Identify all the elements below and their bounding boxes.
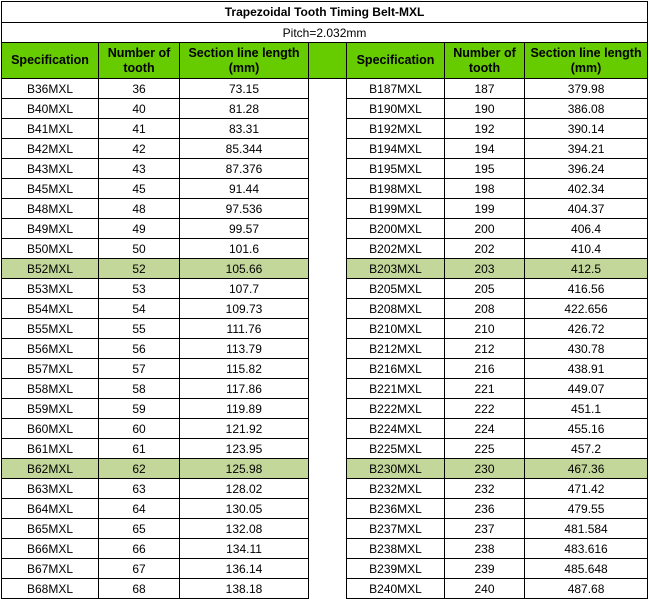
table-row bbox=[2, 279, 648, 299]
spec-cell-right: B224MXL bbox=[347, 419, 445, 439]
table-row bbox=[2, 379, 648, 399]
spec-cell-right: B239MXL bbox=[347, 559, 445, 579]
spec-cell-left: B57MXL bbox=[2, 359, 99, 379]
column-gap bbox=[309, 379, 347, 399]
teeth-cell-left: 61 bbox=[99, 439, 180, 459]
spec-cell-left: B42MXL bbox=[2, 139, 99, 159]
length-cell-right: 426.72 bbox=[525, 319, 648, 339]
spec-cell-left: B48MXL bbox=[2, 199, 99, 219]
column-gap bbox=[309, 99, 347, 119]
length-cell-right: 394.21 bbox=[525, 139, 648, 159]
teeth-cell-left: 62 bbox=[99, 459, 180, 479]
column-gap bbox=[309, 439, 347, 459]
length-cell-left: 113.79 bbox=[180, 339, 309, 359]
teeth-cell-right: 194 bbox=[445, 139, 525, 159]
spec-cell-left: B41MXL bbox=[2, 119, 99, 139]
table-row bbox=[2, 139, 648, 159]
table-row bbox=[2, 539, 648, 559]
teeth-cell-left: 57 bbox=[99, 359, 180, 379]
spec-cell-left: B50MXL bbox=[2, 239, 99, 259]
table-row bbox=[2, 499, 648, 519]
spec-cell-right: B190MXL bbox=[347, 99, 445, 119]
spec-sheet bbox=[1, 1, 647, 599]
header-teeth-left: Number of tooth bbox=[99, 43, 180, 79]
teeth-cell-left: 58 bbox=[99, 379, 180, 399]
column-gap bbox=[309, 479, 347, 499]
length-cell-right: 451.1 bbox=[525, 399, 648, 419]
column-gap bbox=[309, 139, 347, 159]
length-cell-right: 487.68 bbox=[525, 579, 648, 599]
teeth-cell-left: 54 bbox=[99, 299, 180, 319]
length-cell-right: 449.07 bbox=[525, 379, 648, 399]
teeth-cell-right: 224 bbox=[445, 419, 525, 439]
length-cell-right: 396.24 bbox=[525, 159, 648, 179]
length-cell-left: 128.02 bbox=[180, 479, 309, 499]
length-cell-left: 101.6 bbox=[180, 239, 309, 259]
teeth-cell-left: 64 bbox=[99, 499, 180, 519]
teeth-cell-right: 212 bbox=[445, 339, 525, 359]
header-length-left: Section line length (mm) bbox=[180, 43, 309, 79]
column-gap bbox=[309, 79, 347, 99]
teeth-cell-left: 36 bbox=[99, 79, 180, 99]
table-row bbox=[2, 119, 648, 139]
length-cell-right: 404.37 bbox=[525, 199, 648, 219]
teeth-cell-left: 40 bbox=[99, 99, 180, 119]
teeth-cell-right: 202 bbox=[445, 239, 525, 259]
teeth-cell-right: 190 bbox=[445, 99, 525, 119]
spec-cell-right: B187MXL bbox=[347, 79, 445, 99]
teeth-cell-left: 68 bbox=[99, 579, 180, 599]
teeth-cell-right: 195 bbox=[445, 159, 525, 179]
length-cell-right: 386.08 bbox=[525, 99, 648, 119]
length-cell-left: 111.76 bbox=[180, 319, 309, 339]
table-row bbox=[2, 239, 648, 259]
length-cell-left: 125.98 bbox=[180, 459, 309, 479]
table-row bbox=[2, 319, 648, 339]
teeth-cell-left: 53 bbox=[99, 279, 180, 299]
table-row bbox=[2, 519, 648, 539]
table-row bbox=[2, 579, 648, 599]
table-row bbox=[2, 99, 648, 119]
spec-cell-right: B238MXL bbox=[347, 539, 445, 559]
length-cell-right: 379.98 bbox=[525, 79, 648, 99]
teeth-cell-left: 45 bbox=[99, 179, 180, 199]
column-gap bbox=[309, 579, 347, 599]
length-cell-left: 97.536 bbox=[180, 199, 309, 219]
table-row bbox=[2, 79, 648, 99]
spec-cell-right: B236MXL bbox=[347, 499, 445, 519]
pitch-subtitle: Pitch=2.032mm bbox=[2, 23, 648, 43]
length-cell-right: 422.656 bbox=[525, 299, 648, 319]
teeth-cell-right: 205 bbox=[445, 279, 525, 299]
column-gap bbox=[309, 279, 347, 299]
spec-cell-left: B65MXL bbox=[2, 519, 99, 539]
spec-cell-left: B54MXL bbox=[2, 299, 99, 319]
length-cell-right: 457.2 bbox=[525, 439, 648, 459]
teeth-cell-left: 55 bbox=[99, 319, 180, 339]
length-cell-left: 121.92 bbox=[180, 419, 309, 439]
table-row bbox=[2, 159, 648, 179]
spec-cell-left: B62MXL bbox=[2, 459, 99, 479]
table-row bbox=[2, 199, 648, 219]
length-cell-left: 123.95 bbox=[180, 439, 309, 459]
spec-cell-right: B212MXL bbox=[347, 339, 445, 359]
spec-cell-left: B43MXL bbox=[2, 159, 99, 179]
length-cell-right: 402.34 bbox=[525, 179, 648, 199]
spec-cell-left: B63MXL bbox=[2, 479, 99, 499]
teeth-cell-left: 56 bbox=[99, 339, 180, 359]
length-cell-right: 485.648 bbox=[525, 559, 648, 579]
spec-cell-right: B237MXL bbox=[347, 519, 445, 539]
spec-cell-right: B195MXL bbox=[347, 159, 445, 179]
teeth-cell-left: 52 bbox=[99, 259, 180, 279]
teeth-cell-left: 60 bbox=[99, 419, 180, 439]
column-gap bbox=[309, 43, 347, 79]
table-row bbox=[2, 299, 648, 319]
table-row bbox=[2, 559, 648, 579]
column-gap bbox=[309, 559, 347, 579]
timing-belt-table bbox=[1, 1, 648, 599]
column-gap bbox=[309, 299, 347, 319]
spec-cell-left: B59MXL bbox=[2, 399, 99, 419]
teeth-cell-right: 200 bbox=[445, 219, 525, 239]
spec-cell-right: B216MXL bbox=[347, 359, 445, 379]
spec-cell-left: B61MXL bbox=[2, 439, 99, 459]
table-row bbox=[2, 259, 648, 279]
length-cell-left: 115.82 bbox=[180, 359, 309, 379]
teeth-cell-right: 216 bbox=[445, 359, 525, 379]
table-row bbox=[2, 479, 648, 499]
teeth-cell-right: 208 bbox=[445, 299, 525, 319]
length-cell-left: 132.08 bbox=[180, 519, 309, 539]
teeth-cell-left: 48 bbox=[99, 199, 180, 219]
teeth-cell-left: 41 bbox=[99, 119, 180, 139]
table-row bbox=[2, 339, 648, 359]
column-gap bbox=[309, 339, 347, 359]
length-cell-left: 130.05 bbox=[180, 499, 309, 519]
spec-cell-right: B210MXL bbox=[347, 319, 445, 339]
table-row bbox=[2, 419, 648, 439]
column-gap bbox=[309, 539, 347, 559]
teeth-cell-right: 232 bbox=[445, 479, 525, 499]
spec-cell-left: B52MXL bbox=[2, 259, 99, 279]
length-cell-right: 471.42 bbox=[525, 479, 648, 499]
length-cell-left: 107.7 bbox=[180, 279, 309, 299]
header-specification-right: Specification bbox=[347, 43, 445, 79]
table-title: Trapezoidal Tooth Timing Belt-MXL bbox=[2, 2, 648, 23]
length-cell-right: 438.91 bbox=[525, 359, 648, 379]
teeth-cell-left: 63 bbox=[99, 479, 180, 499]
length-cell-left: 109.73 bbox=[180, 299, 309, 319]
spec-cell-right: B205MXL bbox=[347, 279, 445, 299]
teeth-cell-right: 236 bbox=[445, 499, 525, 519]
teeth-cell-right: 198 bbox=[445, 179, 525, 199]
teeth-cell-left: 50 bbox=[99, 239, 180, 259]
length-cell-left: 136.14 bbox=[180, 559, 309, 579]
spec-cell-right: B225MXL bbox=[347, 439, 445, 459]
spec-cell-left: B56MXL bbox=[2, 339, 99, 359]
spec-cell-left: B40MXL bbox=[2, 99, 99, 119]
teeth-cell-right: 192 bbox=[445, 119, 525, 139]
column-gap bbox=[309, 419, 347, 439]
spec-cell-right: B200MXL bbox=[347, 219, 445, 239]
column-gap bbox=[309, 239, 347, 259]
length-cell-left: 138.18 bbox=[180, 579, 309, 599]
length-cell-right: 430.78 bbox=[525, 339, 648, 359]
length-cell-left: 85.344 bbox=[180, 139, 309, 159]
spec-cell-right: B222MXL bbox=[347, 399, 445, 419]
length-cell-left: 105.66 bbox=[180, 259, 309, 279]
table-row bbox=[2, 359, 648, 379]
teeth-cell-right: 221 bbox=[445, 379, 525, 399]
table-row bbox=[2, 219, 648, 239]
teeth-cell-right: 222 bbox=[445, 399, 525, 419]
length-cell-right: 481.584 bbox=[525, 519, 648, 539]
spec-cell-right: B232MXL bbox=[347, 479, 445, 499]
spec-cell-left: B64MXL bbox=[2, 499, 99, 519]
column-gap bbox=[309, 319, 347, 339]
spec-cell-left: B60MXL bbox=[2, 419, 99, 439]
column-gap bbox=[309, 399, 347, 419]
spec-cell-left: B36MXL bbox=[2, 79, 99, 99]
length-cell-left: 87.376 bbox=[180, 159, 309, 179]
column-gap bbox=[309, 219, 347, 239]
length-cell-right: 412.5 bbox=[525, 259, 648, 279]
length-cell-left: 73.15 bbox=[180, 79, 309, 99]
length-cell-left: 99.57 bbox=[180, 219, 309, 239]
header-teeth-right: Number of tooth bbox=[445, 43, 525, 79]
teeth-cell-right: 210 bbox=[445, 319, 525, 339]
teeth-cell-right: 230 bbox=[445, 459, 525, 479]
spec-cell-right: B221MXL bbox=[347, 379, 445, 399]
teeth-cell-left: 43 bbox=[99, 159, 180, 179]
length-cell-right: 410.4 bbox=[525, 239, 648, 259]
spec-cell-left: B66MXL bbox=[2, 539, 99, 559]
length-cell-right: 455.16 bbox=[525, 419, 648, 439]
teeth-cell-left: 66 bbox=[99, 539, 180, 559]
spec-cell-right: B240MXL bbox=[347, 579, 445, 599]
teeth-cell-left: 42 bbox=[99, 139, 180, 159]
column-gap bbox=[309, 199, 347, 219]
length-cell-right: 390.14 bbox=[525, 119, 648, 139]
spec-cell-right: B199MXL bbox=[347, 199, 445, 219]
spec-cell-right: B202MXL bbox=[347, 239, 445, 259]
teeth-cell-right: 238 bbox=[445, 539, 525, 559]
teeth-cell-left: 67 bbox=[99, 559, 180, 579]
teeth-cell-right: 225 bbox=[445, 439, 525, 459]
column-gap bbox=[309, 259, 347, 279]
teeth-cell-left: 65 bbox=[99, 519, 180, 539]
column-gap bbox=[309, 179, 347, 199]
spec-cell-right: B198MXL bbox=[347, 179, 445, 199]
length-cell-left: 81.28 bbox=[180, 99, 309, 119]
header-specification-left: Specification bbox=[2, 43, 99, 79]
length-cell-right: 479.55 bbox=[525, 499, 648, 519]
column-gap bbox=[309, 499, 347, 519]
teeth-cell-left: 59 bbox=[99, 399, 180, 419]
spec-cell-right: B208MXL bbox=[347, 299, 445, 319]
length-cell-right: 483.616 bbox=[525, 539, 648, 559]
table-body bbox=[2, 79, 648, 599]
teeth-cell-left: 49 bbox=[99, 219, 180, 239]
spec-cell-left: B68MXL bbox=[2, 579, 99, 599]
spec-cell-left: B58MXL bbox=[2, 379, 99, 399]
column-gap bbox=[309, 459, 347, 479]
table-row bbox=[2, 399, 648, 419]
length-cell-left: 83.31 bbox=[180, 119, 309, 139]
length-cell-right: 467.36 bbox=[525, 459, 648, 479]
spec-cell-left: B49MXL bbox=[2, 219, 99, 239]
column-gap bbox=[309, 119, 347, 139]
column-gap bbox=[309, 359, 347, 379]
length-cell-left: 119.89 bbox=[180, 399, 309, 419]
teeth-cell-right: 239 bbox=[445, 559, 525, 579]
length-cell-left: 117.86 bbox=[180, 379, 309, 399]
spec-cell-left: B55MXL bbox=[2, 319, 99, 339]
teeth-cell-right: 199 bbox=[445, 199, 525, 219]
table-row bbox=[2, 439, 648, 459]
spec-cell-right: B203MXL bbox=[347, 259, 445, 279]
length-cell-left: 134.11 bbox=[180, 539, 309, 559]
spec-cell-right: B192MXL bbox=[347, 119, 445, 139]
teeth-cell-right: 237 bbox=[445, 519, 525, 539]
spec-cell-right: B230MXL bbox=[347, 459, 445, 479]
length-cell-left: 91.44 bbox=[180, 179, 309, 199]
teeth-cell-right: 187 bbox=[445, 79, 525, 99]
header-length-right: Section line length (mm) bbox=[525, 43, 648, 79]
table-row bbox=[2, 459, 648, 479]
spec-cell-left: B45MXL bbox=[2, 179, 99, 199]
column-gap bbox=[309, 159, 347, 179]
length-cell-right: 416.56 bbox=[525, 279, 648, 299]
table-row bbox=[2, 179, 648, 199]
spec-cell-right: B194MXL bbox=[347, 139, 445, 159]
teeth-cell-right: 240 bbox=[445, 579, 525, 599]
teeth-cell-right: 203 bbox=[445, 259, 525, 279]
spec-cell-left: B53MXL bbox=[2, 279, 99, 299]
spec-cell-left: B67MXL bbox=[2, 559, 99, 579]
column-gap bbox=[309, 519, 347, 539]
length-cell-right: 406.4 bbox=[525, 219, 648, 239]
